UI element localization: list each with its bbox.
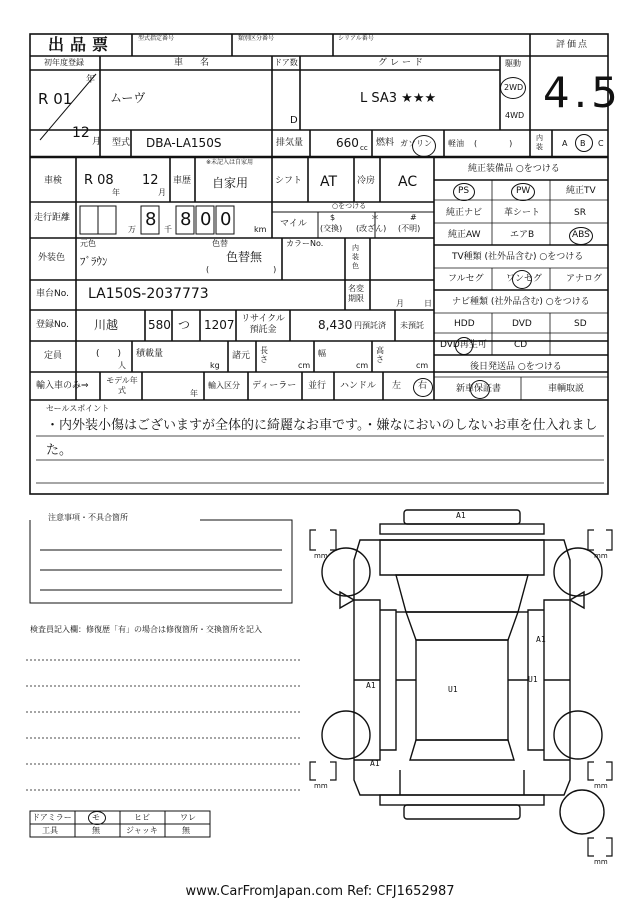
navi-cd: CD — [514, 340, 528, 350]
first-reg-year-unit: 年 — [86, 75, 96, 85]
registration-class: 580 — [148, 318, 171, 332]
door-label: ドア数 — [274, 58, 298, 67]
chassis-label: 車台No. — [36, 289, 69, 299]
model-designation-label: 型式指定番号 — [138, 35, 175, 42]
equip-pw-circle — [511, 183, 535, 201]
equip-ps: PS — [458, 186, 470, 196]
mileage-digit-4: 8 — [180, 209, 192, 230]
mileage-marker-note: ○をつける — [332, 202, 367, 210]
mileage-exchange: $ — [330, 213, 336, 222]
mileage-label: 走行距離 — [34, 213, 71, 223]
handle-right-circle — [413, 378, 433, 397]
acc-jack-label: ジャッキ — [126, 826, 158, 835]
interior-label: 内装 — [536, 134, 543, 151]
serial-label: シリアル番号 — [338, 35, 374, 42]
model-year-label: モデル年式 — [106, 376, 138, 395]
tv-analog: アナログ — [566, 274, 603, 284]
car-name-label: 車 名 — [174, 58, 214, 68]
mark-right-rear-door: U1 — [528, 675, 538, 684]
navi-dvd-play-circle — [455, 337, 473, 355]
navi-title: ナビ種類 (社外品含む) ○をつける — [452, 297, 590, 307]
mileage-tampered-sub: (改ざん) — [356, 224, 387, 233]
equip-tv: 純正TV — [566, 186, 596, 196]
mark-front-bumper: A1 — [456, 511, 466, 520]
mileage-man: 万 — [128, 225, 136, 234]
tire-mm-rl: mm — [314, 782, 328, 790]
mileage-digit-5: 0 — [200, 209, 212, 230]
mark-left-rear-fender: A1 — [370, 759, 380, 768]
tire-mm-rr: mm — [594, 782, 608, 790]
repaint-label: 色替 — [212, 239, 228, 248]
mileage-unknown: # — [410, 213, 417, 222]
registration-number: 1207 — [204, 318, 235, 332]
mark-left-rear-door: A1 — [366, 681, 376, 690]
fuel-label: 燃料 — [376, 138, 395, 148]
repaint-value: 色替無 — [226, 250, 263, 264]
fuel-paren: ( ) — [474, 139, 513, 148]
dims-label: 諸元 — [232, 351, 251, 361]
dims-length-unit: cm — [298, 361, 311, 370]
capacity-label: 定員 — [44, 351, 63, 361]
acc-mirror-label: ドアミラー — [32, 813, 72, 822]
ac-value: AC — [398, 174, 418, 190]
displacement-unit: cc — [360, 144, 368, 152]
grade-label: グレード — [378, 58, 427, 68]
acc-mirror-value: モ — [92, 813, 100, 822]
later-manual: 車輌取説 — [548, 384, 585, 394]
score-label: 評価点 — [556, 40, 590, 50]
drive-2wd: 2WD — [504, 83, 524, 92]
mileage-sen: 千 — [164, 225, 172, 234]
mileage-digit-6: 0 — [220, 209, 232, 230]
sales-line-1: ・内外装小傷はございますが全体的に綺麗なお車です。・嫌なにおいのしないお車を仕入れまし — [46, 418, 598, 433]
history-label: 車歴 — [173, 176, 192, 186]
first-reg-month-unit: 月 — [92, 137, 102, 147]
car-diagram — [322, 510, 604, 834]
mileage-tampered: ＊ — [371, 213, 379, 222]
import-parallel: 並行 — [308, 381, 327, 391]
mileage-digit-3: 8 — [145, 209, 157, 230]
shaken-label: 車検 — [44, 176, 63, 186]
color-no-label: カラーNo. — [286, 239, 324, 248]
displacement-value: 660 — [336, 136, 359, 150]
capacity-person-unit: 人 — [118, 361, 126, 370]
registration-kana: つ — [178, 318, 191, 332]
mileage-km: km — [254, 225, 267, 234]
acc-crack-label: ヒビ — [134, 813, 150, 822]
drive-2wd-circle — [500, 77, 526, 99]
handle-left: 左 — [392, 381, 402, 391]
dims-height: 高さ — [376, 346, 384, 364]
history-note: ※未記入は自家用 — [206, 159, 254, 166]
later-title: 後日発送品 ○をつける — [470, 362, 562, 372]
car-name: ムーヴ — [110, 91, 146, 105]
type-value: DBA-LA150S — [146, 136, 222, 150]
load-unit: kg — [210, 361, 220, 370]
equipment-title: 純正装備品 ○をつける — [468, 164, 560, 174]
color-label: 外装色 — [38, 253, 66, 263]
navi-dvd-play: DVD再生可 — [440, 340, 487, 350]
interior-a: A — [562, 139, 568, 148]
import-dealer: ディーラー — [252, 381, 297, 391]
shaken-month: 12 — [142, 173, 159, 188]
acc-tools-label: 工具 — [42, 826, 58, 835]
first-reg-year: R 01 — [38, 90, 73, 108]
category-label: 類別区分番号 — [238, 35, 275, 42]
recycle-unit: 円預託済 — [354, 321, 386, 330]
equip-leather: 革シート — [504, 208, 541, 218]
interior-b-circle — [575, 134, 593, 152]
later-warranty-circle — [470, 380, 490, 399]
equip-airbag: エアB — [510, 230, 535, 240]
shaken-year-unit: 年 — [112, 188, 120, 197]
recycle-unpaid: 未預託 — [400, 321, 424, 330]
tv-oneseg: ワンセグ — [506, 274, 543, 284]
capacity-persons: ( ) — [96, 349, 122, 359]
equip-aw: 純正AW — [448, 230, 481, 240]
door-value: D — [290, 115, 298, 126]
interior-color-label: 内装色 — [352, 244, 359, 270]
shaken-month-unit: 月 — [158, 188, 166, 197]
equip-sr: SR — [574, 208, 586, 218]
shift-value: AT — [320, 174, 338, 190]
sheet-title: 出品票 — [48, 35, 115, 54]
type-label: 型式 — [112, 138, 131, 148]
dims-length: 長さ — [260, 346, 268, 364]
equip-abs-circle — [569, 227, 593, 245]
mileage-exchange-sub: (交換) — [320, 224, 343, 233]
recycle-label: リサイクル預託金 — [241, 314, 285, 335]
dims-width-unit: cm — [356, 361, 369, 370]
grade-value: L SA3 ★★★ — [360, 91, 437, 106]
dims-width: 幅 — [318, 349, 326, 358]
navi-hdd: HDD — [454, 319, 475, 329]
name-change-label: 名変期限 — [348, 284, 364, 303]
mileage-unknown-sub: (不明) — [398, 224, 421, 233]
acc-jack-value: 無 — [182, 826, 190, 835]
tire-mm-fl: mm — [314, 552, 328, 560]
interior-b: B — [580, 139, 586, 148]
name-change-day: 日 — [424, 299, 432, 308]
import-label: 輸入車のみ⇒ — [36, 381, 89, 391]
footer-ref: www.CarFromJapan.com Ref: CFJ1652987 — [185, 884, 455, 899]
caution-label: 注意事項・不具合箇所 — [48, 513, 128, 522]
tv-oneseg-circle — [512, 270, 532, 289]
sales-label: セールスポイント — [46, 404, 110, 413]
interior-c: C — [598, 139, 604, 148]
displacement-label: 排気量 — [276, 138, 304, 148]
handle-right: 右 — [418, 381, 428, 391]
first-reg-month: 12 — [72, 125, 90, 141]
repaint-paren: ( ) — [206, 265, 277, 274]
chassis-value: LA150S-2037773 — [88, 286, 209, 302]
original-color: ﾌﾞﾗｳﾝ — [80, 255, 108, 268]
equip-abs: ABS — [572, 230, 590, 240]
tire-mm-fr: mm — [594, 552, 608, 560]
fuel-diesel: 軽油 — [448, 139, 464, 148]
acc-mirror-circle — [88, 811, 106, 825]
shaken-year: R 08 — [84, 173, 114, 188]
equip-ps-circle — [453, 183, 475, 201]
original-color-label: 元色 — [80, 239, 96, 248]
navi-dvd: DVD — [512, 319, 532, 329]
import-type-label: 輸入区分 — [208, 381, 240, 390]
tv-fullseg: フルセグ — [448, 274, 484, 284]
mark-roof: U1 — [448, 685, 458, 694]
first-reg-label: 初年度登録 — [44, 58, 84, 67]
tv-title: TV種類 (社外品含む) ○をつける — [452, 252, 584, 262]
handle-label: ハンドル — [340, 381, 377, 391]
fuel-gasoline: ガソリン — [400, 139, 432, 148]
registration-area: 川越 — [94, 318, 119, 332]
history-value: 自家用 — [212, 176, 249, 190]
drive-4wd: 4WD — [505, 111, 525, 120]
acc-tools-value: 無 — [92, 826, 100, 835]
mark-right-front-door: A1 — [536, 635, 546, 644]
shift-label: シフト — [275, 176, 303, 186]
registration-label: 登録No. — [36, 320, 69, 330]
ac-label: 冷房 — [357, 176, 376, 186]
load-label: 積載量 — [136, 349, 164, 359]
navi-sd: SD — [574, 319, 587, 329]
later-warranty: 新車保証書 — [456, 384, 502, 394]
equip-navi: 純正ナビ — [446, 208, 483, 218]
mileage-mile: マイル — [280, 219, 307, 229]
fuel-gasoline-circle — [412, 135, 436, 157]
tire-mm-spare: mm — [594, 858, 608, 866]
score-value: 4.5 — [543, 68, 622, 117]
equip-pw: PW — [516, 186, 531, 196]
name-change-month: 月 — [396, 299, 404, 308]
sales-line-2: た。 — [46, 443, 73, 458]
dims-height-unit: cm — [416, 361, 429, 370]
inspector-label: 検査員記入欄：修復歴「有」の場合は修復箇所・交換箇所を記入 — [30, 625, 262, 634]
model-year-unit: 年 — [190, 389, 198, 398]
drive-label: 駆動 — [505, 59, 521, 68]
acc-break-label: ワレ — [180, 813, 196, 822]
recycle-value: 8,430 — [318, 318, 353, 332]
